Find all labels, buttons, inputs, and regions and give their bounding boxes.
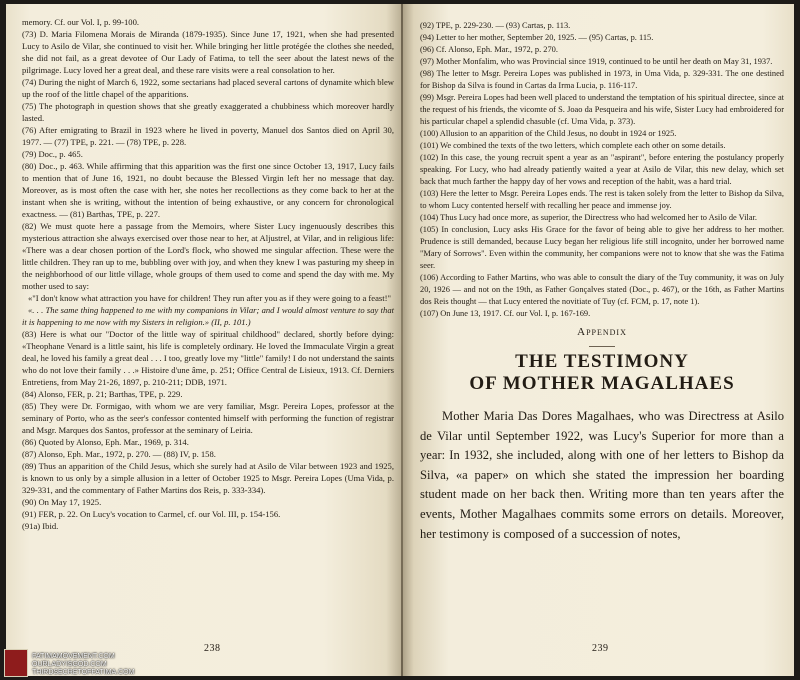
note: (100) Allusion to an apparition of the Child Jesus, no doubt in 1924 or 1925.	[420, 129, 677, 138]
note: (92) TPE, p. 229-230. — (93) Cartas, p. 113.	[420, 21, 571, 30]
note: memory. Cf. our Vol. I, p. 99-100.	[22, 17, 140, 27]
watermark-line: THIRDSECRETOFFATIMA.COM	[32, 669, 135, 676]
appendix-body: Mother Maria Das Dores Magalhaes, who was Directress at Asilo de Vilar until September 1922, was Lucy's Superior for more than a year: In 1932, she included, along with one of her letters to Bishop da Silva, «a paper» on which she stated the impression her boarding student made on her back then. Writing more than ten years after the events, Mother Magalhaes commits some errors on details. Moreover, her testimony is composed of a succession of notes,	[420, 409, 784, 541]
note: (74) During the night of March 6, 1922, some sectarians had placed several cartons of dynamite which blew up the roof of the little chapel of the apparitions.	[22, 77, 394, 99]
note: (82) We must quote here a passage from the Memoirs, where Sister Lucy ingenuously describes this mysterious attraction she always exercised over those near to her, at Aljustrel, at Vilar, and in religious life: «There was a dear chosen portion of the Lord's flock, who showed me singular affection. These were the little children. They ran up to me, bubbling over with joy, and when they knew I was pasturing my sheep in the neighborhood of our little village, whole groups of them used to come and spend the day with me. My mother used to say:	[22, 221, 394, 291]
note: (102) In this case, the young recruit spent a year as an "aspirant", before entering the postulancy properly speaking. For Lucy, who had already patiently waited a year at Asilo de Vilar, this new delay, which set back that much farther the happy day of her vows and reception of the habit, was a hard trial.	[420, 153, 784, 186]
appendix-title-line1: THE TESTIMONY	[515, 351, 689, 372]
right-page	[402, 4, 794, 676]
note: (106) According to Father Martins, who was able to consult the diary of the Tuy community, it was on July 20, 1926 — and not on the 19th, as Father Gonçalves stated (Doc., p. 467), or the 16th, as Father Martins dos Reis thought — that Lucy entered the novitiate of Tuy (cf. FCM, p. 17, note 1).	[420, 273, 784, 306]
note: (84) Alonso, FER, p. 21; Barthas, TPE, p. 229.	[22, 389, 183, 399]
note: (94) Letter to her mother, September 20, 1925. — (95) Cartas, p. 115.	[420, 33, 654, 42]
watermark-line: OURLADYISGOD.COM	[32, 661, 107, 668]
note: (97) Mother Monfalim, who was Provincial since 1919, continued to be until her death on May 31, 1937.	[420, 57, 773, 66]
note-quote: «. . . The same thing happened to me with my companions in Vilar; and I would almost venture to say that it is happening to me now with my Sisters in religion.» (II, p. 101.)	[22, 305, 394, 327]
book-spread	[6, 4, 794, 676]
note: (105) In conclusion, Lucy asks His Grace for the favor of being able to give her address to her mother. Prudence is still demanded, because Lucy began her religious life still incognito, under her borrowed name "Mary of Sorrows". Even within the community, her companions were not to know that she was the Fatima seer.	[420, 225, 784, 270]
note: (73) D. Maria Filomena Morais de Miranda (1879-1935). Since June 17, 1921, when she had presented Lucy to Asilo de Vilar, she continued to visit her. While bringing her little protégée the clothes she needed, she did not fail, as a great devotee of Our Lady of Fatima, to tell the seer about the latest news of the pilgrimage. Lucy loved her a great deal, and these rare visits were a real consolation to her.	[22, 29, 394, 75]
book-gutter	[401, 4, 403, 676]
note: (99) Msgr. Pereira Lopes had been well placed to understand the temptation of his spiritual directee, since at the request of his friends, the vicomte of S. Joao da Pesqueira and his wife, Sister Lucy had embroidered for his particular chapel a splendid chasuble (cf. Uma Vida, p. 373).	[420, 93, 784, 126]
right-notes	[420, 20, 784, 320]
note: (83) Here is what our "Doctor of the little way of spiritual childhood" declared, shortly before dying: «Theophane Venard is a little saint, his life is completely ordinary. He loved the Immaculate Virgin a great deal, he loved his family a great deal . . . I too, greatly love my "little" family! I do not understand the saints who do not love their family . . .» Histoire d'une âme, p. 251; Office Central de Lisieux, 1913. Cf. Derniers Entretiens, from May 21-26, 1897, p. 210-211; DDB, 1971.	[22, 329, 394, 387]
watermark-text	[32, 653, 134, 677]
note: (89) Thus an apparition of the Child Jesus, which she surely had at Asilo de Vilar between 1923 and 1925, is known to us only by a simple allusion in a letter of October 1925 to Msgr. Pereira Lopes (Uma Vida, p. 329-331, and the commentary of Father Martins dos Reis, p. 333-334).	[22, 461, 394, 495]
note: (87) Alonso, Eph. Mar., 1972, p. 270. — (88) IV, p. 158.	[22, 449, 216, 459]
note: (80) Doc., p. 463. While affirming that this apparition was the first one since October 13, 1917, Lucy fails to mention that of June 16, 1921, no doubt because the Blessed Virgin left her no message that day. Moreover, as is most often the case with her, she notes her recollections as they come back to her at the instant when she is writing, without the intention of being exhaustive, or any concern for chronological exactness. — (81) Barthas, TPE, p. 227.	[22, 161, 394, 219]
watermark-seal-icon	[4, 649, 28, 677]
note: (104) Thus Lucy had once more, as superior, the Directress who had welcomed her to Asilo de Vilar.	[420, 213, 758, 222]
note: (98) The letter to Msgr. Pereira Lopes was published in 1973, in Uma Vida, p. 329-331. The one destined for Bishop da Silva is found in Cartas da Irma Lucia, p. 116-117.	[420, 69, 784, 90]
note: (101) We combined the texts of the two letters, which complete each other on some details.	[420, 141, 726, 150]
note: (79) Doc., p. 465.	[22, 149, 83, 159]
note: (107) On June 13, 1917. Cf. our Vol. I, p. 167-169.	[420, 309, 591, 318]
note: (85) They were Dr. Formigao, with whom we are very familiar, Msgr. Pereira Lopes, professor at the seminary of Porto, who as the seer's confessor contented himself with performing the function of registrar and Msgr. Marques dos Santos, professor at the seminary of Leiria.	[22, 401, 394, 435]
note: (90) On May 17, 1925.	[22, 497, 102, 507]
note: (76) After emigrating to Brazil in 1923 where he lived in poverty, Manuel dos Santos died on April 30, 1977. — (77) TPE, p. 221. — (78) TPE, p. 228.	[22, 125, 394, 147]
title-rule	[589, 346, 615, 347]
note: (96) Cf. Alonso, Eph. Mar., 1972, p. 270.	[420, 45, 558, 54]
note: (86) Quoted by Alonso, Eph. Mar., 1969, p. 314.	[22, 437, 189, 447]
note: (91) FER, p. 22. On Lucy's vocation to Carmel, cf. our Vol. III, p. 154-156.	[22, 509, 281, 519]
left-notes	[22, 16, 394, 532]
appendix-label: Appendix	[577, 326, 627, 338]
note: (103) Here the letter to Msgr. Pereira Lopes ends. The rest is taken solely from the letter to Bishop da Silva, to whom Lucy contented herself with recalling her peace and immense joy.	[420, 189, 784, 210]
note-quote: «"I don't know what attraction you have for children! They run after you as if they were going to a feast!"	[28, 293, 392, 303]
appendix-title-line2: OF MOTHER MAGALHAES	[469, 373, 735, 394]
note: (91a) Ibid.	[22, 521, 59, 531]
note: (75) The photograph in question shows that she greatly exaggerated a chubbiness which moreover hardly lasted.	[22, 101, 394, 123]
page-number-right: 239	[592, 643, 609, 654]
page-number-left: 238	[204, 643, 221, 654]
watermark	[4, 649, 134, 677]
watermark-line: FATIMAMOVEMENT.COM	[32, 653, 115, 660]
left-page	[6, 4, 402, 676]
